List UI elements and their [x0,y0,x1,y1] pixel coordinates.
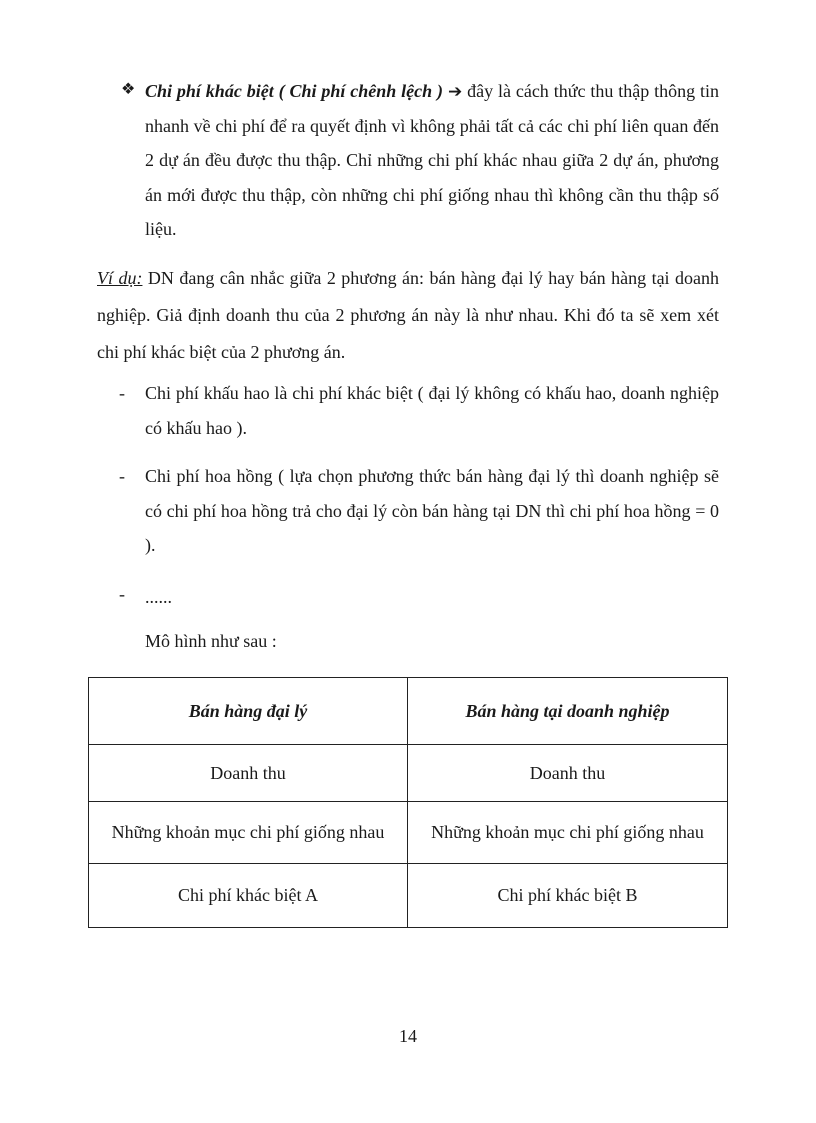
table-cell: Chi phí khác biệt B [408,864,728,928]
table-row [89,864,728,928]
model-caption: Mô hình như sau : [145,631,277,651]
example-body: DN đang cân nhắc giữa 2 phương án: bán hàng đại lý hay bán hàng tại doanh nghiệp. Giả định doanh thu của 2 phương án này là như nhau. Khi đó ta sẽ xem xét chi phí khác biệt của 2 phương án. [97,268,720,362]
list-dash: - [119,383,125,403]
table-cell: Doanh thu [408,745,728,802]
diamond-bullet-icon: ❖ [121,81,136,98]
right-arrow-icon: ➔ [447,82,463,102]
example-label: Ví dụ: [97,268,143,288]
bullet-term: Chi phí khác biệt ( Chi phí chênh lệch ) [145,81,444,101]
example-paragraph [97,260,719,371]
comparison-table [88,677,728,928]
table-row [89,802,728,864]
table-header-cell: Bán hàng tại doanh nghiệp [408,678,728,745]
page-number: 14 [399,1026,417,1046]
table-header-cell: Bán hàng đại lý [89,678,408,745]
table-cell: Chi phí khác biệt A [89,864,408,928]
list-item: Chi phí hoa hồng ( lựa chọn phương thức bán hàng đại lý thì doanh nghiệp sẽ có chi phí hoa hồng trả cho đại lý còn bán hàng tại DN thì chi phí hoa hồng = 0 ). [145,466,719,555]
table-header-row [89,678,728,745]
table-cell: Những khoản mục chi phí giống nhau [89,802,408,864]
list-item: Chi phí khấu hao là chi phí khác biệt ( đại lý không có khấu hao, doanh nghiệp có khấu hao ). [145,383,719,438]
list-item: ...... [145,587,172,607]
bullet-paragraph [145,74,719,246]
table-row [89,745,728,802]
list-dash: - [119,466,125,486]
table-cell: Những khoản mục chi phí giống nhau [408,802,728,864]
list-dash: - [119,584,125,604]
bullet-body: đây là cách thức thu thập thông tin nhanh về chi phí để ra quyết định vì không phải tất cả các chi phí liên quan đến 2 dự án đều được thu thập. Chỉ những chi phí khác nhau giữa 2 dự án, phương án mới được thu thập, còn những chi phí giống nhau thì không cần thu thập số liệu. [145,81,719,239]
table-cell: Doanh thu [89,745,408,802]
